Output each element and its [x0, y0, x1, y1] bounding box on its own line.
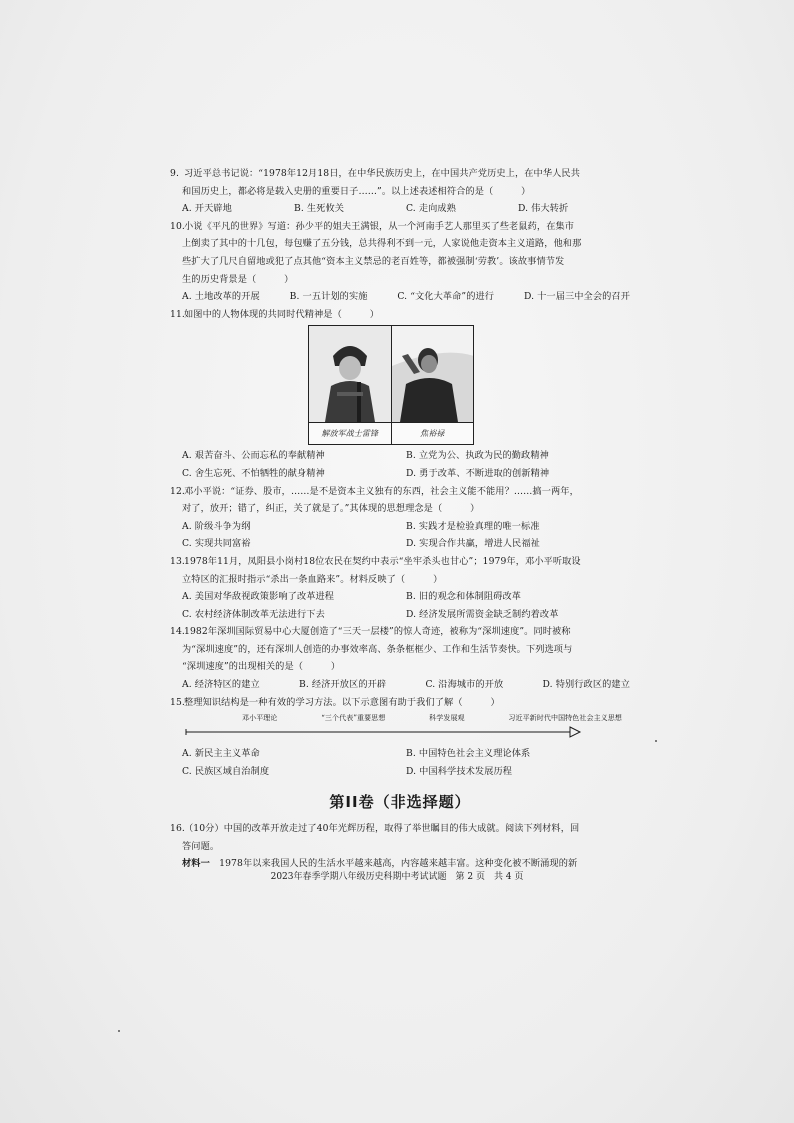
- question-number: 15.: [170, 696, 185, 708]
- question-number: 14.: [170, 626, 185, 638]
- option-c: C. 实现共同富裕: [182, 538, 251, 550]
- exam-content: [170, 165, 630, 873]
- timeline-arrow: [182, 725, 582, 739]
- question-11: [170, 306, 630, 483]
- options-row: [170, 535, 630, 553]
- option-d: D. 十一届三中全会的召开: [523, 291, 630, 303]
- question-text: 整理知识结构是一种有效的学习方法。以下示意图有助于我们了解（ ）: [184, 696, 500, 708]
- question-number: 10.: [170, 220, 185, 232]
- option-a: A. 美国对华敌视政策影响了改革进程: [182, 591, 335, 603]
- question-text: 如图中的人物体现的共同时代精神是（ ）: [184, 308, 380, 320]
- option-b: B. 旧的观念和体制阻碍改革: [406, 591, 522, 603]
- option-b: B. 一五计划的实施: [289, 291, 368, 303]
- caption-jiao-yulu: 焦裕禄: [391, 423, 474, 444]
- option-c: C. 沿海城市的开放: [425, 679, 504, 691]
- question-text: 生的历史背景是（ ）: [182, 273, 294, 285]
- question-number: 13.: [170, 555, 185, 567]
- options-row: [170, 606, 630, 624]
- question-text: 邓小平说：“证券、股市，……是不是资本主义独有的东西，社会主义能不能用？……搞一两年，: [184, 485, 579, 497]
- question-text: 上倒卖了其中的十几包，每包赚了五分钱，总共得利不到一元，人家说他走资本主义道路，他和那: [182, 238, 582, 250]
- question-text: 1982年深圳国际贸易中心大厦创造了“三天一层楼”的惊人奇迹，被称为“深圳速度”。同时被称: [184, 626, 571, 638]
- option-a: A. 阶级斗争为纲: [182, 520, 251, 532]
- timeline-label: 邓小平理论: [242, 714, 278, 723]
- option-c: C. 民族区域自治制度: [182, 765, 270, 777]
- option-c: C. “文化大革命”的进行: [397, 291, 495, 303]
- question-14: [170, 623, 630, 693]
- options-row: [170, 676, 630, 694]
- question-text: 为“深圳速度”的，还有深圳人创造的办事效率高、条条框框少、工作和生活节奏快。下列选项与: [182, 643, 573, 655]
- timeline-label: “三个代表”重要思想: [321, 714, 386, 723]
- option-c: C. 舍生忘死、不怕牺牲的献身精神: [182, 467, 325, 479]
- question-15: [170, 694, 630, 781]
- question-text: 习近平总书记说：“1978年12月18日，在中华民族历史上，在中国共产党历史上，在中华人民共: [184, 168, 580, 179]
- section-title: 第II卷（非选择题）: [329, 793, 471, 812]
- question-text: 答问题。: [182, 840, 220, 852]
- option-a: A. 开天辟地: [182, 203, 232, 215]
- options-row: [170, 763, 630, 781]
- question-number: 16.: [170, 823, 185, 835]
- scan-speck: [118, 1030, 120, 1032]
- option-d: D. 勇于改革、不断进取的创新精神: [406, 467, 550, 479]
- option-a: A. 艰苦奋斗、公而忘私的奉献精神: [182, 450, 325, 462]
- question-12: [170, 483, 630, 553]
- option-b: B. 实践才是检验真理的唯一标准: [406, 520, 540, 532]
- theory-timeline: [182, 711, 630, 745]
- material-text: 1978年以来我国人民的生活水平越来越高，内容越来越丰富。这种变化被不断涌现的新: [209, 858, 578, 870]
- jiao-yulu-photo: [391, 326, 474, 422]
- options-row: [170, 518, 630, 536]
- option-d: D. 特别行政区的建立: [542, 679, 630, 691]
- option-d: D. 经济发展所需资金缺乏制约着改革: [406, 608, 559, 620]
- options-row: [170, 288, 630, 306]
- question-16: [170, 820, 630, 873]
- scan-speck: [655, 740, 657, 742]
- options-row: [170, 200, 630, 218]
- options-row: [170, 745, 630, 763]
- options-row: [170, 465, 630, 483]
- option-c: C. 走向成熟: [406, 203, 456, 215]
- option-b: B. 经济开放区的开辟: [299, 679, 387, 691]
- option-b: B. 中国特色社会主义理论体系: [406, 748, 531, 760]
- question-text: 些扩大了几尺自留地或犯了点其他“资本主义禁忌的老百姓等，都被强制‘劳教’。该故事情节发: [182, 255, 565, 267]
- caption-lei-feng: 解放军战士雷锋: [321, 429, 379, 439]
- question-text: “深圳速度”的出现相关的是（ ）: [182, 661, 341, 673]
- page-footer: 2023年春季学期八年级历史科期中考试试题 第 2 页 共 4 页: [270, 872, 524, 882]
- question-text: 立特区的汇报时指示“杀出一条血路来”。材料反映了（ ）: [182, 573, 443, 585]
- option-d: D. 实现合作共赢，增进人民福祉: [406, 538, 540, 550]
- question-number: 9.: [170, 168, 179, 179]
- timeline-label: 习近平新时代中国特色社会主义思想: [508, 714, 622, 723]
- timeline-label: 科学发展观: [429, 714, 465, 723]
- question-number: 11.: [170, 308, 185, 320]
- question-text: 1978年11月，凤阳县小岗村18位农民在契约中表示“坐牢杀头也甘心”；1979年，邓小平听取设: [184, 555, 581, 567]
- question-text: 对了，放开；错了，纠正，关了就是了。”其体现的思想理念是（ ）: [182, 503, 480, 515]
- options-row: [170, 588, 630, 606]
- question-9: [170, 165, 630, 218]
- question-10: [170, 218, 630, 306]
- lei-feng-photo: [309, 326, 391, 422]
- question-number: 12.: [170, 485, 185, 497]
- option-d: D. 伟大转折: [518, 203, 569, 215]
- question-13: [170, 553, 630, 623]
- question-text: （10分）中国的改革开放走过了40年光辉历程，取得了举世瞩目的伟大成就。阅读下列材料，回: [184, 823, 580, 835]
- options-row: [170, 447, 630, 465]
- option-b: B. 生死攸关: [294, 203, 345, 215]
- question-text: 和国历史上，都必将是载入史册的重要日子……”。以上述表述相符合的是（ ）: [182, 185, 531, 197]
- option-b: B. 立党为公、执政为民的勤政精神: [406, 450, 549, 462]
- option-a: A. 经济特区的建立: [182, 679, 260, 691]
- option-d: D. 中国科学技术发展历程: [406, 765, 513, 777]
- option-a: A. 新民主主义革命: [182, 748, 260, 760]
- question-text: 小说《平凡的世界》写道：孙少平的姐夫王满银，从一个河南手艺人那里买了些老鼠药，在集市: [184, 220, 575, 232]
- material-label: 材料一: [182, 858, 210, 870]
- portrait-figure: [308, 325, 474, 445]
- option-c: C. 农村经济体制改革无法进行下去: [182, 608, 325, 620]
- option-a: A. 土地改革的开展: [182, 291, 260, 303]
